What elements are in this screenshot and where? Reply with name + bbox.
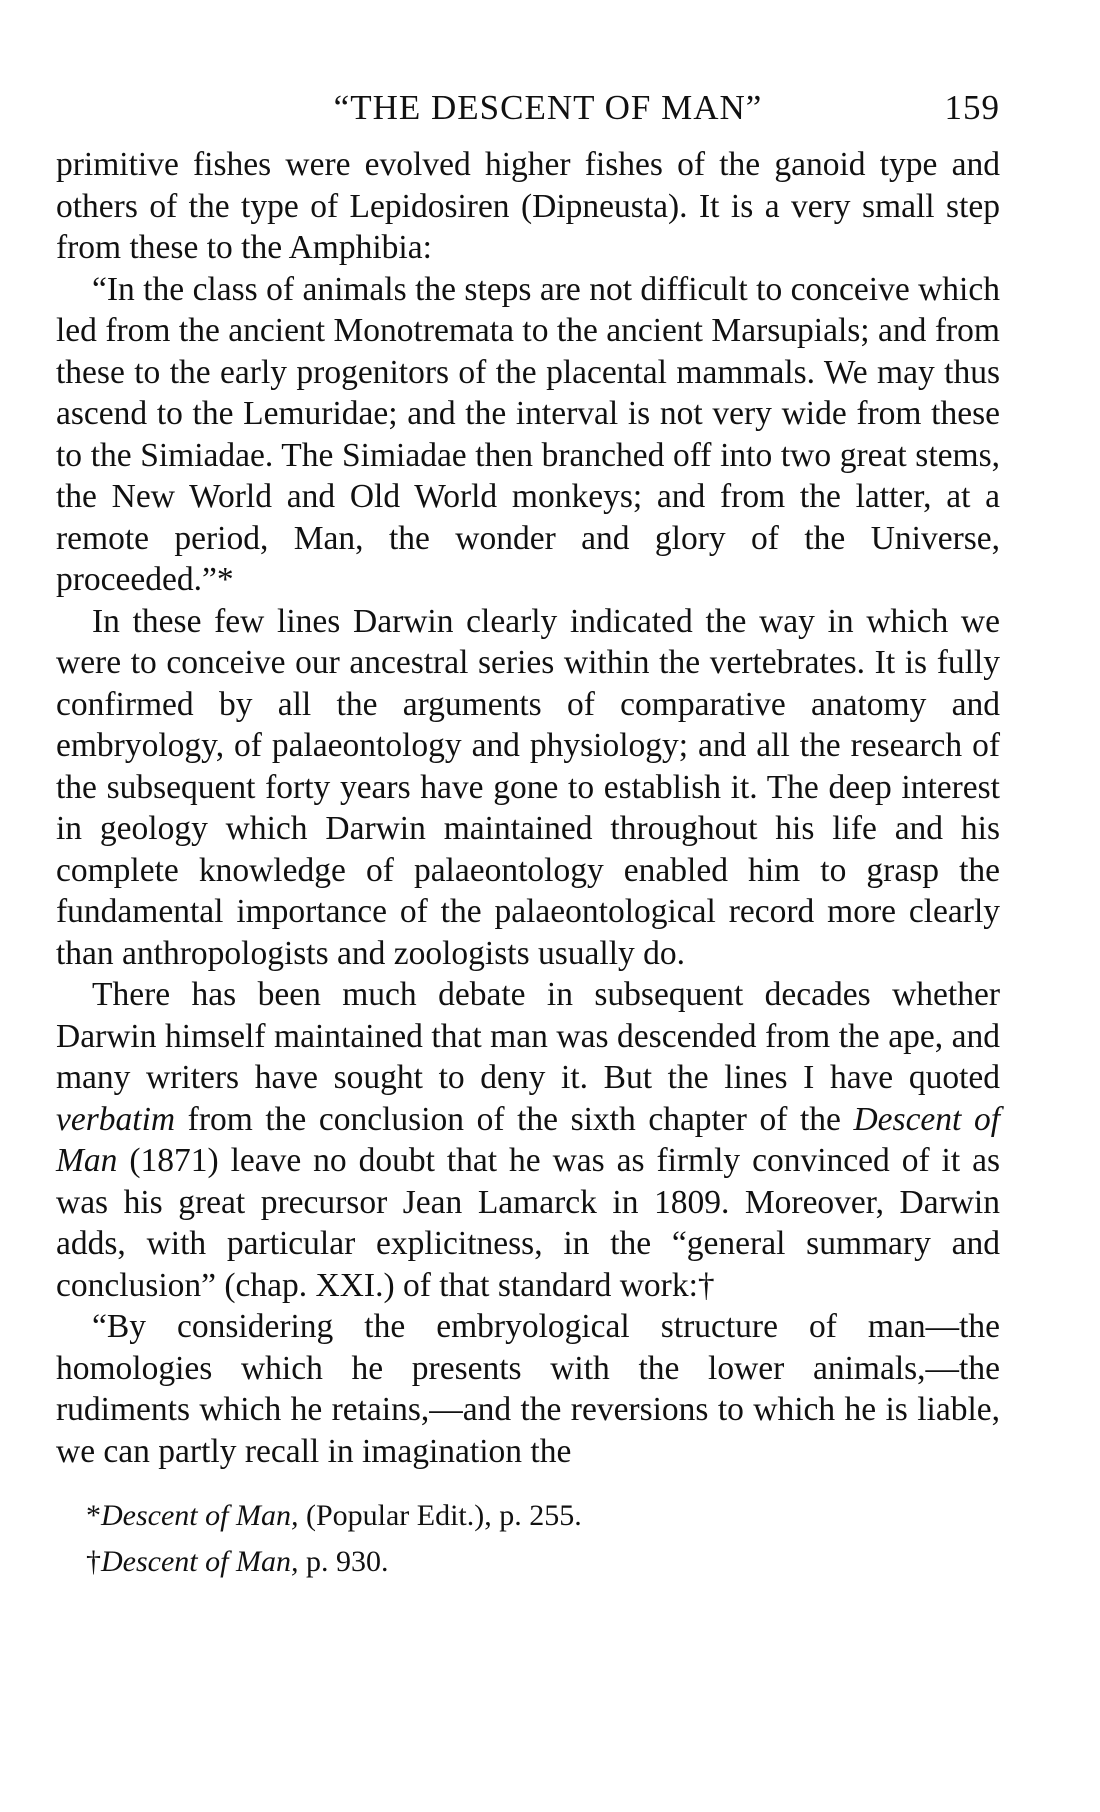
footnote-2-title: Descent of Man, <box>101 1545 299 1578</box>
footnote-1-rest: (Popular Edit.), p. 255. <box>298 1499 582 1532</box>
footnote-2 <box>56 1542 1000 1582</box>
body-text <box>56 144 1000 1472</box>
book-page <box>56 88 1000 1588</box>
running-head <box>56 88 1000 144</box>
paragraph-1: primitive fishes were evolved higher fishes of the ganoid type and others of the type of Lepidosiren (Dipneusta). It is a very small step from these to the Amphibia: <box>56 146 1000 266</box>
footnote-1-mark: * <box>86 1499 101 1532</box>
paragraph-4-part-a: There has been much debate in subsequent decades whether Darwin himself maintained that man was descended from the ape, and many writers have sought to deny it. But the lines I have quoted <box>56 976 1000 1096</box>
paragraph-4-part-c: from the conclusion of the sixth chapter of the <box>175 1100 854 1138</box>
page-number: 159 <box>944 88 1000 127</box>
paragraph-4-book-title: Descent of Man <box>56 1100 1000 1179</box>
footnote-2-rest: p. 930. <box>298 1545 389 1578</box>
running-title: “THE DESCENT OF MAN” <box>333 88 763 127</box>
footnote-1 <box>56 1496 1000 1536</box>
paragraph-4-part-e: (1871) leave no doubt that he was as firmly convinced of it as was his great precursor Jean Lamarck in 1809. Moreover, Darwin adds, with particular explicitness, in the “general summary and conclusion” (chap. XXI.) of that standard work:† <box>56 1142 1000 1304</box>
footnotes <box>56 1496 1000 1582</box>
paragraph-5-quote: “By considering the embryological structure of man—the homologies which he presents with the lower animals,—the rudiments which he retains,—and the reversions to which he is liable, we can partly recall in imagination the <box>56 1308 1000 1470</box>
paragraph-4-verbatim: verbatim <box>56 1100 176 1138</box>
paragraph-4 <box>56 974 1000 1306</box>
paragraph-3: In these few lines Darwin clearly indicated the way in which we were to conceive our ancestral series within the vertebrates. It is fully confirmed by all the arguments of comparative anatomy and embryology, of palaeontology and physiology; and all the research of the subsequent forty years have gone to establish it. The deep interest in geology which Darwin maintained throughout his life and his complete knowledge of palaeontology enabled him to grasp the fundamental importance of the palaeontological record more clearly than anthropologists and zoologists usually do. <box>56 602 1000 972</box>
paragraph-2-quote: “In the class of animals the steps are not difficult to conceive which led from the ancient Monotremata to the ancient Marsupials; and from these to the early progenitors of the placental mammals. We may thus ascend to the Lemuridae; and the interval is not very wide from these to the Simiadae. The Simiadae then branched off into two great stems, the New World and Old World monkeys; and from the latter, at a remote period, Man, the wonder and glory of the Universe, proceeded.”* <box>56 270 1000 598</box>
footnote-1-title: Descent of Man, <box>101 1499 299 1532</box>
footnote-2-mark: † <box>86 1545 101 1578</box>
